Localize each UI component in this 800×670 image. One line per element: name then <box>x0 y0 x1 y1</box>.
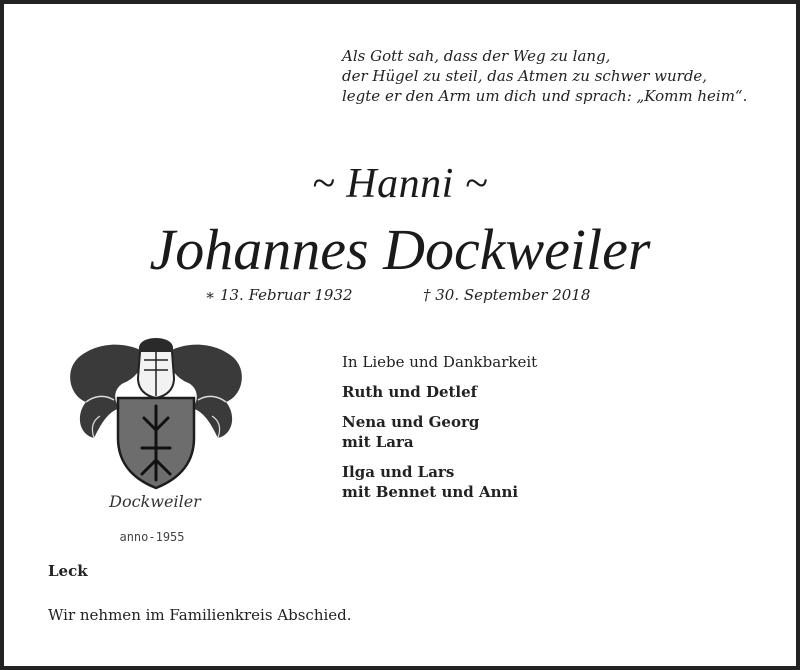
deceased-name: Johannes Dockweiler <box>149 217 651 282</box>
poem <box>342 46 747 106</box>
crest-year: anno-1955 <box>119 530 185 544</box>
closing-note: Wir nehmen im Familienkreis Abschied. <box>48 606 352 624</box>
mourner-line: Ilga und Lars <box>342 463 455 481</box>
crest-signature: Dockweiler <box>109 492 201 511</box>
nickname: ~ Hanni ~ <box>312 161 488 207</box>
mourner-group <box>342 382 762 402</box>
mourner-line: mit Lara <box>342 433 414 451</box>
mourner-group <box>342 412 762 452</box>
birth-date: ∗ 13. Februar 1932 <box>205 286 353 304</box>
place: Leck <box>48 562 88 580</box>
poem-line: Als Gott sah, dass der Weg zu lang, <box>342 47 611 65</box>
mourner-line: mit Bennet und Anni <box>342 483 519 501</box>
mourners-intro: In Liebe und Dankbarkeit <box>342 353 538 371</box>
family-crest-icon <box>56 330 256 560</box>
mourners-section <box>342 352 762 512</box>
mourner-group <box>342 462 762 502</box>
mourner-line: Nena und Georg <box>342 413 480 431</box>
poem-line: legte er den Arm um dich und sprach: „Komm heim“. <box>342 87 748 105</box>
mourner-line: Ruth und Detlef <box>342 383 478 401</box>
poem-line: der Hügel zu steil, das Atmen zu schwer wurde, <box>342 67 708 85</box>
death-date: † 30. September 2018 <box>423 286 591 304</box>
